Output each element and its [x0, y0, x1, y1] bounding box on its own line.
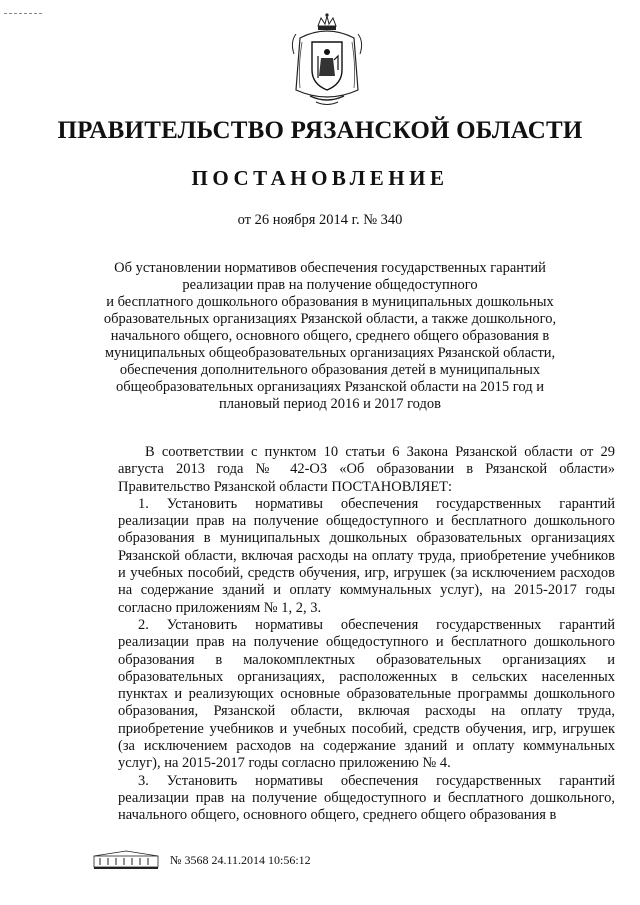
building-stamp-icon [92, 850, 162, 870]
subject-line: начального общего, основного общего, среднего общего образования в [110, 328, 550, 344]
subject-line: Об установлении нормативов обеспечения государственных гарантий [114, 260, 546, 276]
registration-footer [92, 850, 392, 870]
subject-line: муниципальных общеобразовательных организациях Рязанской области, [104, 345, 556, 361]
document-date-number: от 26 ноября 2014 г. № 340 [237, 212, 403, 228]
item-2-paragraph: 2. Установить нормативы обеспечения государственных гарантий реализации прав на получение общедоступного и бесплатного дошкольного образования в малокомплектных образовательных организациях и образовательных организациях, расположенных в сельских населенных пунктах и реализующих основные образовательные программы дошкольного образования, Рязанской области, включая расходы на оплату труда, приобретение учебников и учебных пособий, средств обучения, игр, игрушек (за исключением расходов на содержание зданий и оплату коммунальных услуг), на 2015-2017 годы согласно приложению № 4. [118, 616, 615, 772]
subject-line: образовательных организациях Рязанской области, а также дошкольного, [103, 311, 557, 327]
preamble-paragraph: В соответствии с пунктом 10 статьи 6 Закона Рязанской области от 29 августа 2013 года № 42-ОЗ «Об образовании в Рязанской области» Правительство Рязанской области ПОСТАНОВЛЯЕТ: [118, 444, 615, 495]
subject-line: реализации прав на получение общедоступного [182, 277, 478, 293]
registration-code: № 3568 24.11.2014 10:56:12 [170, 853, 311, 867]
subject-line: и бесплатного дошкольного образования в муниципальных дошкольных [106, 294, 554, 310]
subject-line: общеобразовательных организациях Рязанской области на 2015 год и [116, 379, 544, 395]
document-type: ПОСТАНОВЛЕНИЕ [191, 166, 449, 190]
document-body [118, 444, 615, 825]
scan-mark [4, 12, 44, 15]
item-3-paragraph: 3. Установить нормативы обеспечения государственных гарантий реализации прав на получение общедоступного и бесплатного дошкольного, начального общего, основного общего, среднего общего образования в [118, 772, 615, 824]
coat-of-arms-icon [288, 12, 366, 108]
subject-line: плановый период 2016 и 2017 годов [219, 396, 441, 412]
item-1-paragraph: 1. Установить нормативы обеспечения государственных гарантий реализации прав на получение общедоступного и бесплатного дошкольного образования в муниципальных дошкольных образовательных организациях Рязанской области, включая расходы на оплату труда, приобретение учебников и учебных пособий, средств обучения, игр, игрушек (за исключением расходов на содержание зданий и оплату коммунальных услуг), на 2015-2017 годы согласно приложениям № 1, 2, 3. [118, 495, 615, 616]
government-title: ПРАВИТЕЛЬСТВО РЯЗАНСКОЙ ОБЛАСТИ [57, 117, 583, 144]
subject-line: обеспечения дополнительного образования детей в муниципальных [119, 362, 541, 378]
document-subject [100, 260, 560, 413]
